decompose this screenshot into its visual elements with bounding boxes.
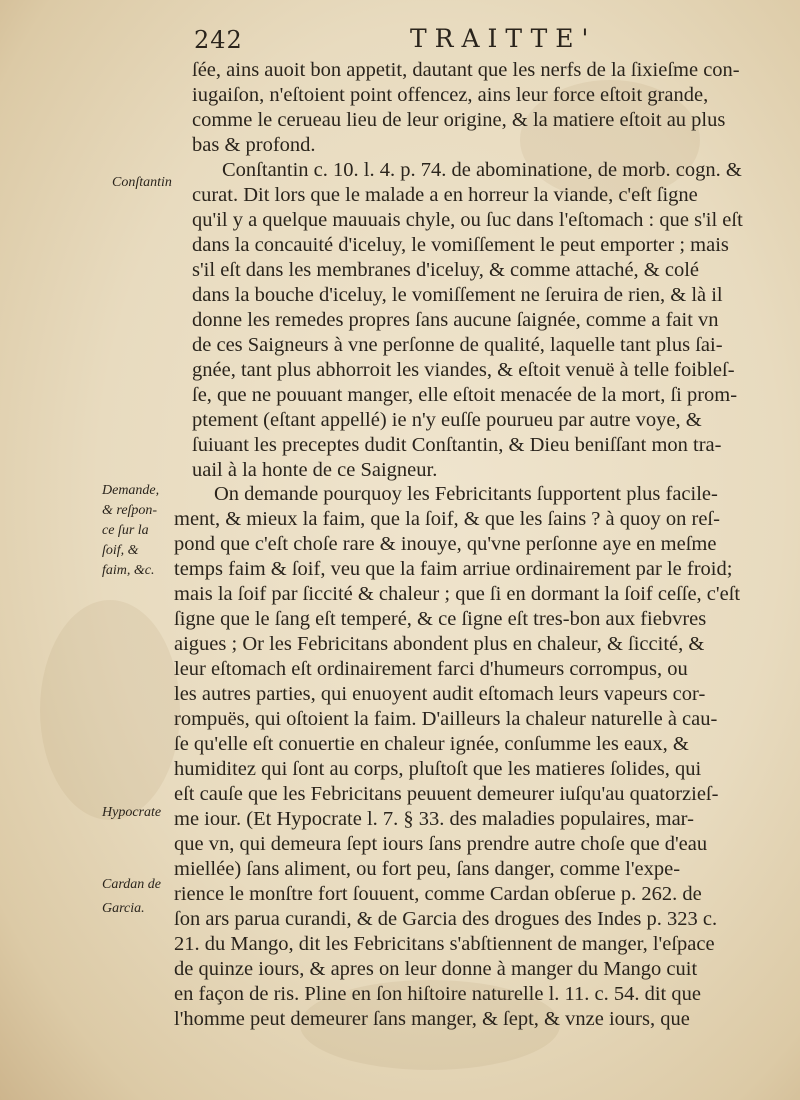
margin-note-reponse: & reſpon- (102, 503, 158, 518)
running-title: TRAITTE' (410, 24, 597, 53)
text-line: s'il eſt dans les membranes d'iceluy, & comme attaché, & colé (192, 259, 700, 281)
margin-note-constantin: Conſtantin (112, 175, 172, 190)
text-line: rompuës, qui oſtoient la faim. D'ailleurs la chaleur naturelle à cau- (174, 708, 718, 730)
page-number: 242 (194, 26, 243, 54)
margin-note-garcia: Garcia. (102, 901, 145, 916)
margin-note-faim: faim, &c. (102, 563, 155, 578)
margin-note-hypocrate: Hypocrate (102, 805, 162, 820)
text-line: rience le monſtre fort ſouuent, comme Cardan obſerue p. 262. de (174, 883, 702, 905)
text-line: dans la concauité d'iceluy, le vomiſſement le peut emporter ; mais (192, 234, 729, 256)
text-line: de ces Saigneurs à vne perſonne de qualité, laquelle tant plus ſai- (192, 334, 723, 356)
text-line: bas & profond. (192, 134, 316, 156)
text-line: mais la ſoif par ſiccité & chaleur ; que ſi en dormant la ſoif ceſſe, c'eſt (174, 583, 741, 605)
margin-note-soif: ſoif, & (102, 543, 139, 558)
text-line: curat. Dit lors que le malade a en horreur la viande, c'eſt ſigne (192, 184, 698, 206)
text-line: les autres parties, qui enuoyent audit eſtomach leurs vapeurs cor- (174, 683, 706, 705)
text-line: eſt cauſe que les Febricitans peuuent demeurer iuſqu'au quatorzieſ- (174, 783, 719, 805)
text-line: ment, & mieux la faim, que la ſoif, & que les ſains ? à quoy on reſ- (174, 508, 720, 530)
margin-note-cardan: Cardan de (102, 877, 161, 892)
text-line: gnée, tant plus abhorroit les viandes, & eſtoit venuë à telle foibleſ- (192, 359, 735, 381)
text-line: aigues ; Or les Febricitans abondent plus en chaleur, & ſiccité, & (174, 633, 705, 655)
text-line: de quinze iours, & apres on leur donne à manger du Mango cuit (174, 958, 698, 980)
margin-note-demande: Demande, (102, 483, 160, 498)
text-line: que vn, qui demeura ſept iours ſans prendre autre choſe que d'eau (174, 833, 708, 855)
margin-note-sur-la: ce ſur la (102, 523, 149, 538)
text-line: Conſtantin c. 10. l. 4. p. 74. de abominatione, de morb. cogn. & (222, 159, 742, 181)
text-line: iugaiſon, n'eſtoient point offencez, ains leur force eſtoit grande, (192, 84, 709, 106)
text-line: en façon de ris. Pline en ſon hiſtoire naturelle l. 11. c. 54. dit que (174, 983, 701, 1005)
text-line: ſigne que le ſang eſt temperé, & ce ſigne eſt tres-bon aux fiebvres (174, 608, 707, 630)
text-line: ſe, que ne pouuant manger, elle eſtoit menacée de la mort, ſi prom- (192, 384, 738, 406)
text-line: me iour. (Et Hypocrate l. 7. § 33. des maladies populaires, mar- (174, 808, 694, 830)
text-line: ſuiuant les preceptes dudit Conſtantin, & Dieu beniſſant mon tra- (192, 434, 722, 456)
text-line: donne les remedes propres ſans aucune ſaignée, comme a fait vn (192, 309, 719, 331)
text-line: On demande pourquoy les Febricitants ſupportent plus facile- (214, 483, 718, 505)
text-line: ſée, ains auoit bon appetit, dautant que les nerfs de la ſixieſme con- (192, 59, 740, 81)
text-line: dans la bouche d'iceluy, le vomiſſement ne ſeruira de rien, & là il (192, 284, 723, 306)
text-line: humiditez qui ſont au corps, pluſtoſt que les matieres ſolides, qui (174, 758, 702, 780)
text-line: ſon ars parua curandi, & de Garcia des drogues des Indes p. 323 c. (174, 908, 718, 930)
text-line: comme le cerueau lieu de leur origine, & la matiere eſtoit au plus (192, 109, 726, 131)
text-line: l'homme peut demeurer ſans manger, & ſept, & vnze iours, que (174, 1008, 690, 1030)
text-line: temps faim & ſoif, veu que la faim arriue ordinairement par le froid; (174, 558, 733, 580)
text-line: ptement (eſtant appellé) ie n'y euſſe pourueu par autre voye, & (192, 409, 702, 431)
text-line: pond que c'eſt choſe rare & inouye, qu'vne perſonne aye en meſme (174, 533, 717, 555)
text-line: ſe qu'elle eſt conuertie en chaleur ignée, conſumme les eaux, & (174, 733, 689, 755)
page-header (0, 20, 800, 56)
text-line: miellée) ſans aliment, ou fort peu, ſans danger, comme l'expe- (174, 858, 681, 880)
text-line: uail à la honte de ce Saigneur. (192, 459, 438, 481)
text-line: 21. du Mango, dit les Febricitans s'abſtiennent de manger, l'eſpace (174, 933, 715, 955)
text-line: leur eſtomach eſt ordinairement farci d'humeurs corrompus, ou (174, 658, 688, 680)
text-line: qu'il y a quelque mauuais chyle, ou ſuc dans l'eſtomach : que s'il eſt (192, 209, 743, 231)
